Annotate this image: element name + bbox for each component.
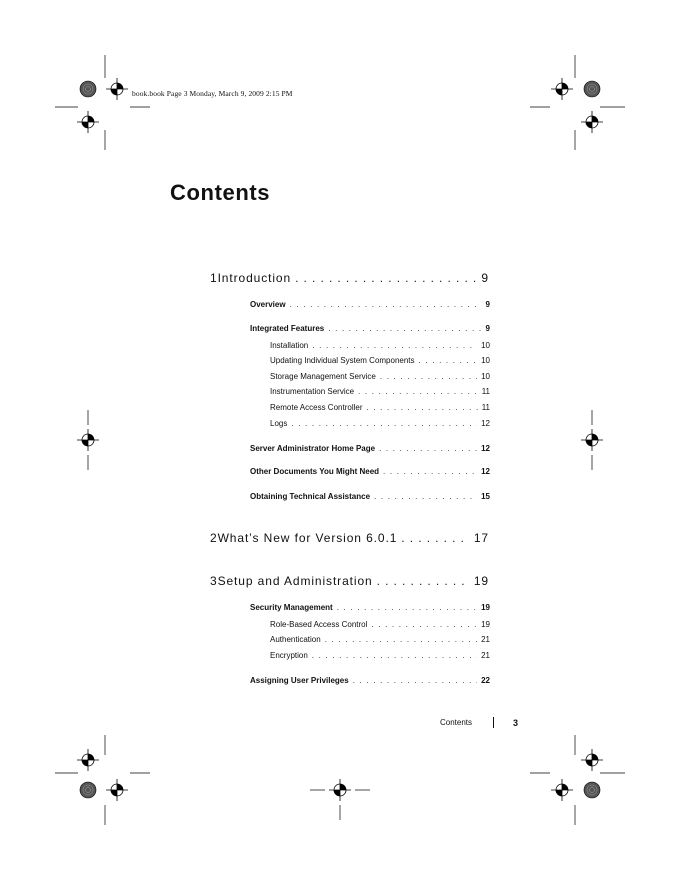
- toc-label: Authentication: [270, 635, 321, 644]
- footer-page-number: 3: [513, 718, 519, 728]
- dot-leader: [290, 300, 482, 309]
- toc-label: Setup and Administration: [217, 574, 373, 588]
- toc-page: 9: [485, 324, 490, 333]
- toc-page: 12: [481, 467, 490, 476]
- toc-label: Assigning User Privileges: [250, 676, 349, 685]
- toc-section-home-page[interactable]: [250, 444, 490, 453]
- registration-cross-bottom-center: [329, 779, 351, 801]
- toc-label: Introduction: [217, 271, 292, 285]
- dot-leader: [377, 574, 470, 588]
- toc-label: Encryption: [270, 651, 308, 660]
- toc-page: 10: [481, 341, 490, 350]
- toc-chapter-introduction[interactable]: [210, 271, 489, 285]
- toc-chapter-setup-administration[interactable]: [210, 574, 489, 588]
- toc-subsection-logs[interactable]: [270, 419, 490, 428]
- toc-subsection-encryption[interactable]: [270, 651, 490, 660]
- toc-label: Security Management: [250, 603, 333, 612]
- toc-label: Logs: [270, 419, 288, 428]
- footer-section-label: Contents: [440, 718, 473, 727]
- toc-subsection-storage-management[interactable]: [270, 372, 490, 381]
- print-slug: book.book Page 3 Monday, March 9, 2009 2:15 PM: [132, 89, 293, 98]
- registration-cross-top-right-b: [581, 111, 603, 133]
- toc-label: Instrumentation Service: [270, 387, 355, 396]
- toc-page: 21: [481, 635, 490, 644]
- footer-divider: [493, 717, 494, 728]
- registration-cross-mid-right: [581, 429, 603, 451]
- registration-cross-bottom-right-a: [581, 749, 603, 771]
- toc-label: Obtaining Technical Assistance: [250, 492, 371, 501]
- toc-page: 12: [481, 444, 490, 453]
- toc-label: Remote Access Controller: [270, 403, 363, 412]
- toc-page: 21: [481, 651, 490, 660]
- toc-label: Role-Based Access Control: [270, 620, 368, 629]
- dot-leader: [419, 356, 478, 365]
- toc-label: Other Documents You Might Need: [250, 467, 380, 476]
- registration-cross-top-right-a: [551, 78, 573, 100]
- toc-section-security-management[interactable]: [250, 603, 490, 612]
- registration-cross-mid-left: [77, 429, 99, 451]
- toc-section-technical-assistance[interactable]: [250, 492, 490, 501]
- toc-page: 15: [481, 492, 490, 501]
- registration-disc-top-left: [80, 81, 96, 97]
- toc-page: 10: [481, 372, 490, 381]
- dot-leader: [358, 387, 478, 396]
- toc-section-overview[interactable]: [250, 300, 490, 309]
- dot-leader: [380, 372, 477, 381]
- toc-page: 9: [481, 271, 489, 285]
- toc-subsection-rbac[interactable]: [270, 620, 490, 629]
- dot-leader: [312, 651, 477, 660]
- toc-section-integrated-features[interactable]: [250, 324, 490, 333]
- toc-page: 19: [481, 620, 490, 629]
- dot-leader: [366, 403, 477, 412]
- registration-cross-top-left-a: [106, 78, 128, 100]
- toc-label: What’s New for Version 6.0.1: [217, 531, 398, 545]
- chapter-number: 2: [210, 531, 218, 545]
- registration-cross-bottom-left-a: [77, 749, 99, 771]
- toc-chapter-whats-new[interactable]: [210, 531, 489, 545]
- chapter-number: 3: [210, 574, 218, 588]
- dot-leader: [291, 419, 477, 428]
- toc-subsection-updating-components[interactable]: [270, 356, 490, 365]
- toc-page: 11: [481, 403, 490, 412]
- toc-label: Server Administrator Home Page: [250, 444, 376, 453]
- toc-label: Updating Individual System Components: [270, 356, 415, 365]
- toc-label: Storage Management Service: [270, 372, 376, 381]
- toc-subsection-installation[interactable]: [270, 341, 490, 350]
- toc-page: 19: [473, 574, 489, 588]
- toc-label: Installation: [270, 341, 309, 350]
- registration-disc-bottom-left: [80, 782, 96, 798]
- toc-page: 12: [481, 419, 490, 428]
- registration-disc-top-right: [584, 81, 600, 97]
- dot-leader: [325, 635, 477, 644]
- registration-cross-bottom-right-b: [551, 779, 573, 801]
- dot-leader: [374, 492, 477, 501]
- toc-page: 17: [473, 531, 489, 545]
- toc-page: 22: [481, 676, 490, 685]
- toc-page: 10: [481, 356, 490, 365]
- toc-label: Overview: [250, 300, 286, 309]
- registration-cross-top-left-b: [77, 111, 99, 133]
- toc-subsection-authentication[interactable]: [270, 635, 490, 644]
- chapter-number: 1: [210, 271, 218, 285]
- toc-page: 19: [481, 603, 490, 612]
- dot-leader: [312, 341, 477, 350]
- dot-leader: [371, 620, 477, 629]
- dot-leader: [295, 271, 477, 285]
- toc-section-other-documents[interactable]: [250, 467, 490, 476]
- toc-subsection-instrumentation[interactable]: [270, 387, 490, 396]
- toc-page: 9: [485, 300, 490, 309]
- dot-leader: [353, 676, 477, 685]
- dot-leader: [383, 467, 477, 476]
- page-title: Contents: [170, 180, 271, 205]
- toc-section-assigning-privileges[interactable]: [250, 676, 490, 685]
- dot-leader: [337, 603, 477, 612]
- dot-leader: [328, 324, 481, 333]
- dot-leader: [401, 531, 470, 545]
- toc-page: 11: [481, 387, 490, 396]
- dot-leader: [379, 444, 477, 453]
- registration-disc-bottom-right: [584, 782, 600, 798]
- registration-cross-bottom-left-b: [106, 779, 128, 801]
- toc-label: Integrated Features: [250, 324, 325, 333]
- toc-subsection-remote-access[interactable]: [270, 403, 490, 412]
